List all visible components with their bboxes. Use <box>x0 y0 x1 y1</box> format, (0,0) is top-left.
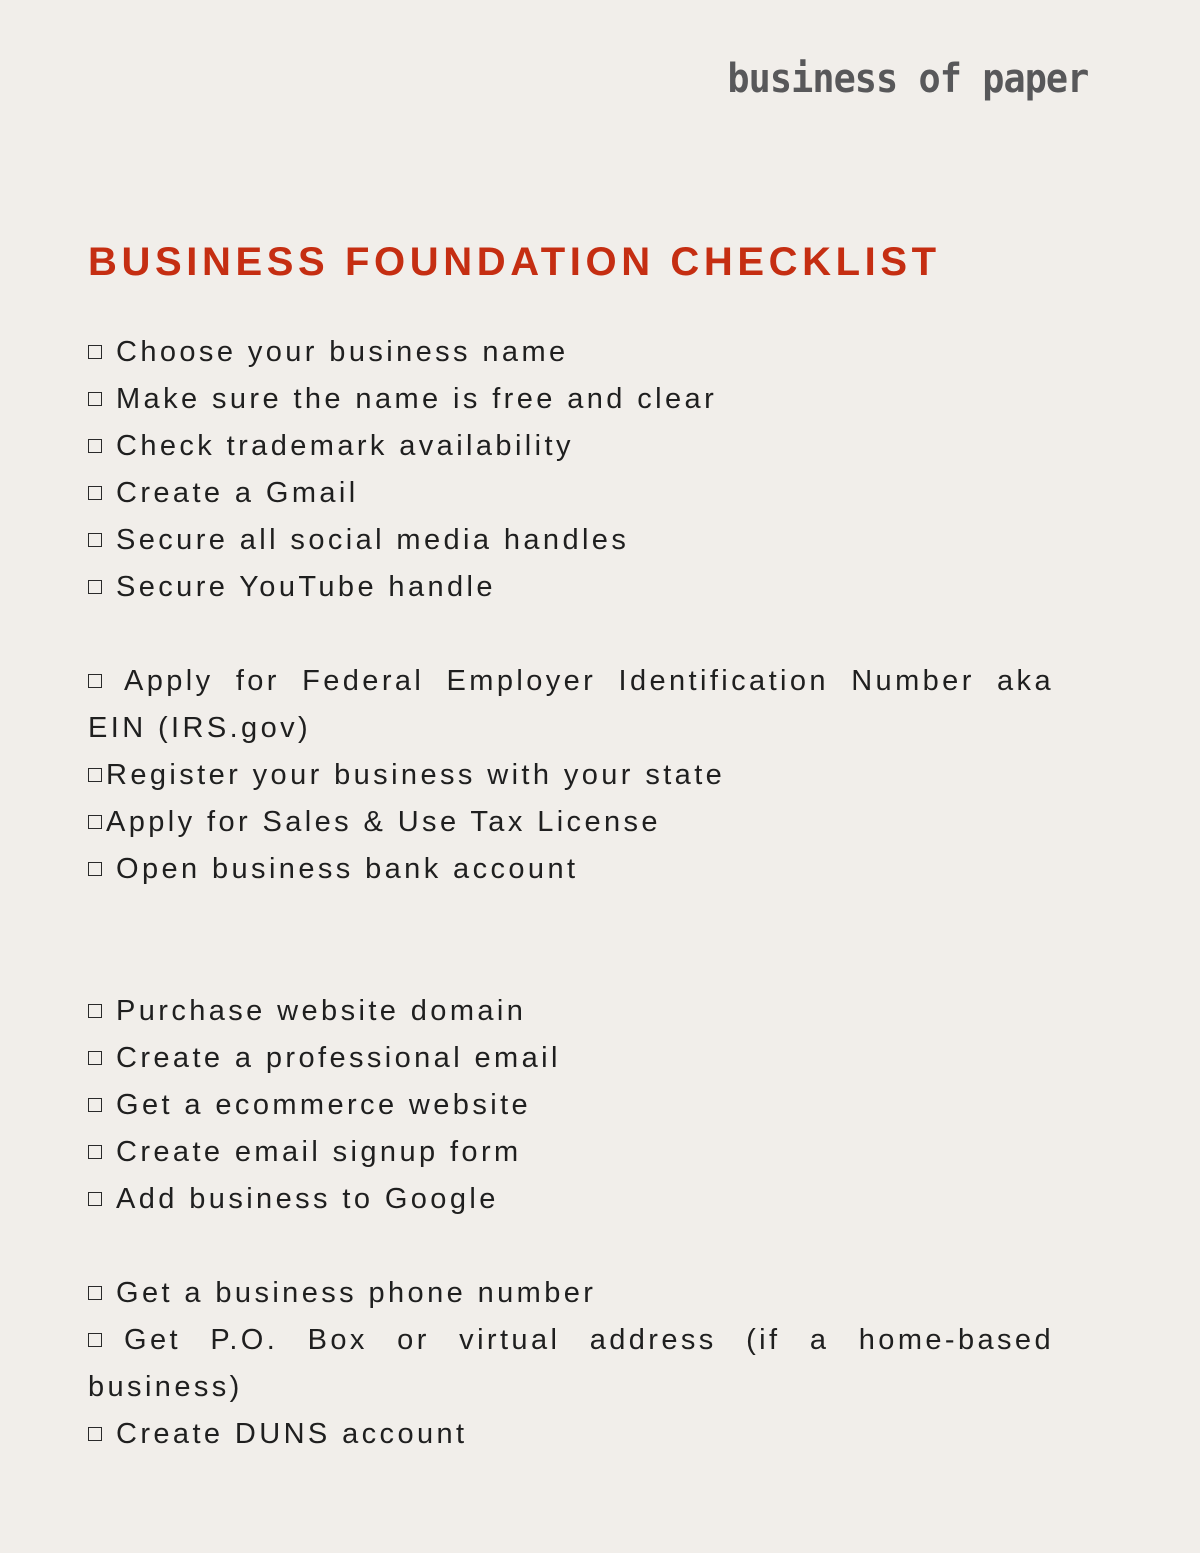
checklist-group-online <box>88 988 1054 1223</box>
checklist-item[interactable] <box>88 376 1054 423</box>
checklist-group-identity <box>88 329 1054 611</box>
checkbox-icon[interactable] <box>88 815 102 829</box>
checklist-item[interactable] <box>88 517 1054 564</box>
checklist-item-label: Register your business with your state <box>106 759 726 791</box>
checklist-group-legal <box>88 658 1054 893</box>
checkbox-icon[interactable] <box>88 392 102 406</box>
checklist-item[interactable] <box>88 1035 1054 1082</box>
checkbox-icon[interactable] <box>88 439 102 453</box>
checkbox-icon[interactable] <box>88 533 102 547</box>
checkbox-icon[interactable] <box>88 1192 102 1206</box>
checklist-item-label: Create email signup form <box>116 1136 522 1168</box>
checklist-item[interactable] <box>88 988 1054 1035</box>
checklist-item[interactable] <box>88 1317 1054 1411</box>
checklist-item[interactable] <box>88 658 1054 752</box>
checklist-item-label: Apply for Federal Employer Identification Number aka EIN (IRS.gov) <box>88 665 1054 744</box>
checklist-item[interactable] <box>88 1270 1054 1317</box>
checkbox-icon[interactable] <box>88 580 102 594</box>
checklist-item[interactable] <box>88 1129 1054 1176</box>
brand-logo: business of paper <box>726 56 1088 102</box>
checklist-item-label: Get a business phone number <box>116 1277 597 1309</box>
checklist-item[interactable] <box>88 1411 1054 1458</box>
checkbox-icon[interactable] <box>88 674 102 688</box>
checklist-item-label: Get P.O. Box or virtual address (if a home-based business) <box>88 1324 1054 1403</box>
checklist-item-label: Make sure the name is free and clear <box>116 383 718 415</box>
checklist-item[interactable] <box>88 799 1054 846</box>
checkbox-icon[interactable] <box>88 345 102 359</box>
checklist-item-label: Check trademark availability <box>116 430 574 462</box>
checkbox-icon[interactable] <box>88 1333 102 1347</box>
checklist-item-label: Purchase website domain <box>116 995 527 1027</box>
checklist-item[interactable] <box>88 846 1054 893</box>
checklist-item[interactable] <box>88 752 1054 799</box>
checklist-item-label: Get a ecommerce website <box>116 1089 532 1121</box>
checklist-item[interactable] <box>88 1082 1054 1129</box>
checkbox-icon[interactable] <box>88 768 102 782</box>
checklist-item-label: Apply for Sales & Use Tax License <box>106 806 661 838</box>
checklist-item[interactable] <box>88 329 1054 376</box>
checklist-item-label: Secure YouTube handle <box>116 571 496 603</box>
page-title: BUSINESS FOUNDATION CHECKLIST <box>88 240 941 284</box>
checkbox-icon[interactable] <box>88 862 102 876</box>
checklist-item[interactable] <box>88 1176 1054 1223</box>
checkbox-icon[interactable] <box>88 1427 102 1441</box>
checkbox-icon[interactable] <box>88 1145 102 1159</box>
checklist-item-label: Create a Gmail <box>116 477 359 509</box>
checklist-item[interactable] <box>88 423 1054 470</box>
checklist-item-label: Choose your business name <box>116 336 569 368</box>
checkbox-icon[interactable] <box>88 1051 102 1065</box>
checkbox-icon[interactable] <box>88 486 102 500</box>
checklist-item-label: Create DUNS account <box>116 1418 468 1450</box>
checklist-item-label: Create a professional email <box>116 1042 561 1074</box>
checkbox-icon[interactable] <box>88 1004 102 1018</box>
checklist-item[interactable] <box>88 470 1054 517</box>
checklist-item-label: Add business to Google <box>116 1183 499 1215</box>
checkbox-icon[interactable] <box>88 1098 102 1112</box>
checklist-item-label: Open business bank account <box>116 853 579 885</box>
checklist-group-contact <box>88 1270 1054 1458</box>
checklist-item[interactable] <box>88 564 1054 611</box>
checklist-item-label: Secure all social media handles <box>116 524 630 556</box>
checkbox-icon[interactable] <box>88 1286 102 1300</box>
